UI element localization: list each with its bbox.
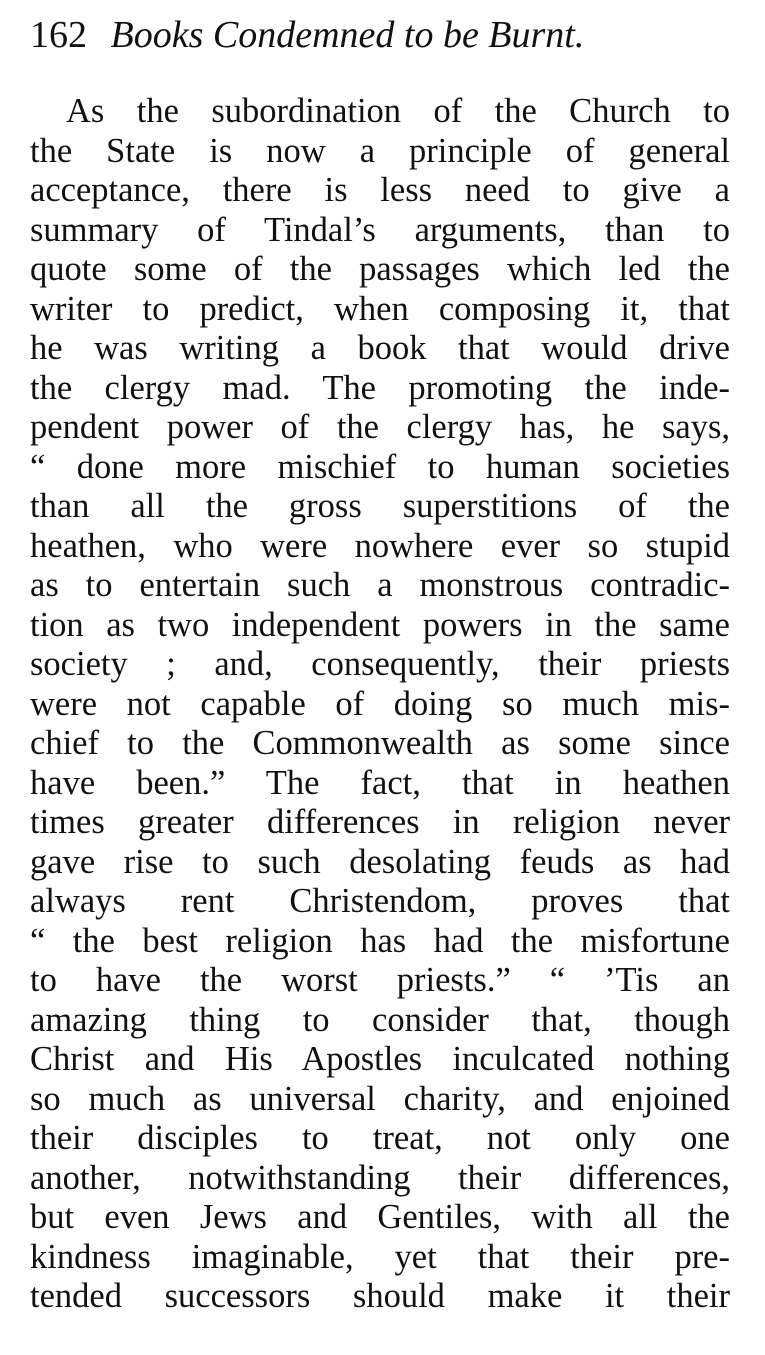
- text-line: chief to the Commonwealth as some since: [30, 724, 730, 762]
- text-line: the State is now a principle of general: [30, 131, 730, 170]
- text-line: gave rise to such desolating feuds as had: [30, 842, 730, 881]
- text-line: to have the worst priests.” “ ’Tis an: [30, 961, 730, 999]
- running-title: Books Condemned to be Burnt.: [110, 14, 585, 56]
- text-line: have been.” The fact, that in heathen: [30, 763, 730, 802]
- text-line: he was writing a book that would drive: [30, 329, 730, 367]
- text-line: summary of Tindal’s arguments, than to: [30, 210, 730, 249]
- text-line: times greater differences in religion never: [30, 803, 730, 841]
- text-line: their disciples to treat, not only one: [30, 1119, 730, 1157]
- text-line: another, notwithstanding their differences,: [30, 1158, 730, 1197]
- text-line: pendent power of the clergy has, he says,: [30, 408, 730, 446]
- text-line: kindness imaginable, yet that their pre-: [30, 1237, 730, 1276]
- text-line: tion as two independent powers in the same: [30, 605, 730, 644]
- text-line: As the subordination of the Church to: [66, 92, 730, 130]
- text-line: the clergy mad. The promoting the inde-: [30, 368, 730, 407]
- text-line: society ; and, consequently, their priests: [30, 645, 730, 683]
- text-line: quote some of the passages which led the: [30, 250, 730, 288]
- page-number: 162: [30, 14, 87, 56]
- text-line: “ the best religion has had the misfortune: [30, 921, 730, 960]
- text-line: Christ and His Apostles inculcated nothing: [30, 1040, 730, 1078]
- text-line: but even Jews and Gentiles, with all the: [30, 1198, 730, 1236]
- body-paragraph: [30, 92, 730, 1317]
- text-line: so much as universal charity, and enjoined: [30, 1079, 730, 1118]
- text-line: were not capable of doing so much mis-: [30, 684, 730, 723]
- text-line: as to entertain such a monstrous contradic-: [30, 566, 730, 604]
- text-line: amazing thing to consider that, though: [30, 1000, 730, 1039]
- text-line: acceptance, there is less need to give a: [30, 171, 730, 209]
- running-head: [30, 10, 730, 60]
- text-line: writer to predict, when composing it, that: [30, 289, 730, 328]
- text-line: than all the gross superstitions of the: [30, 487, 730, 525]
- text-line: heathen, who were nowhere ever so stupid: [30, 526, 730, 565]
- text-line: always rent Christendom, proves that: [30, 882, 730, 920]
- text-line: tended successors should make it their: [30, 1277, 730, 1315]
- text-line: “ done more mischief to human societies: [30, 447, 730, 486]
